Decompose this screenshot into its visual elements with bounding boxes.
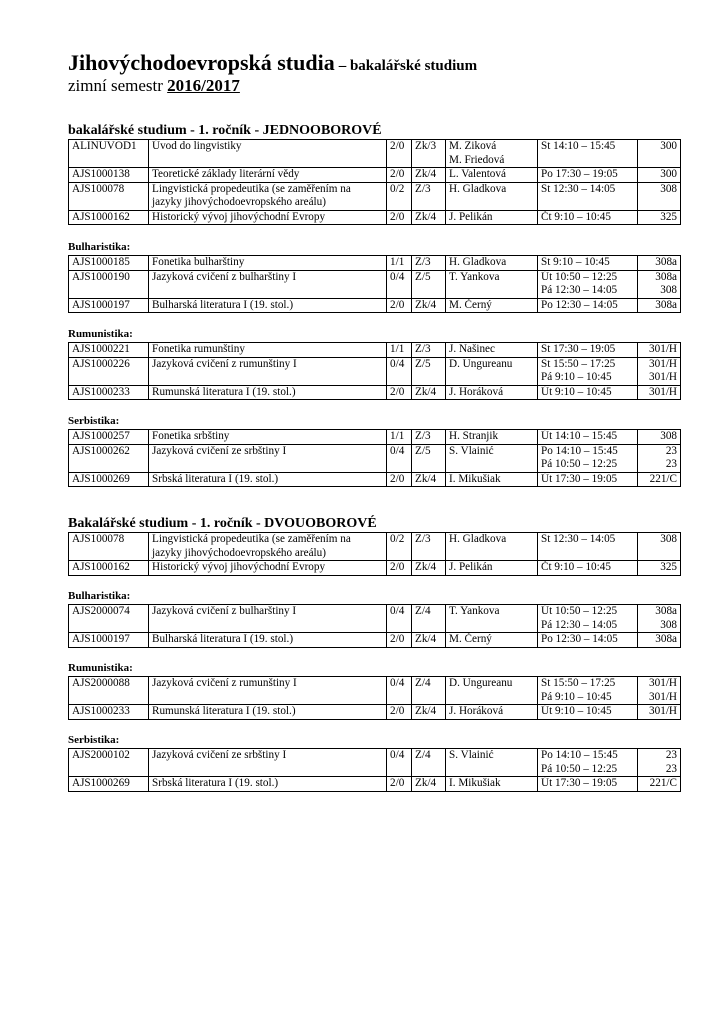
cell-line: 300 [660,140,677,152]
table-row [69,343,681,358]
cell-line: 308 [660,182,677,195]
course-name [149,777,387,792]
course-teacher [446,472,538,487]
course-credits: Z/3 [412,256,446,271]
cell-line: J. Horáková [449,705,504,717]
cell-line: H. Stranjik [449,430,499,442]
course-room [638,182,681,210]
course-teacher [446,777,538,792]
cell-line: Historický vývoj jihovýchodní Evropy [152,210,326,223]
course-time [538,168,638,183]
course-room [638,472,681,487]
table-row [69,270,681,298]
table-row [69,777,681,792]
course-credits: Z/5 [412,444,446,472]
course-name [149,168,387,183]
cell-line: St 14:10 – 15:45 [541,140,616,152]
course-teacher [446,444,538,472]
course-time [538,298,638,313]
cell-line: 325 [660,210,677,223]
course-time [538,777,638,792]
cell-line: Čt 9:10 – 10:45 [541,561,611,573]
table-row [69,430,681,445]
course-time [538,561,638,576]
course-code: AJS1000162 [69,561,149,576]
course-time [538,357,638,385]
course-teacher [446,168,538,183]
course-table [68,342,681,400]
table-row [69,168,681,183]
course-credits: Zk/4 [412,210,446,225]
cell-line: 325 [660,561,677,573]
table-row [69,385,681,400]
cell-line: H. Gladkova [449,256,507,268]
course-teacher [446,357,538,385]
cell-line: Úvod do lingvistiky [152,140,242,152]
cell-line: I. Mikušiak [449,777,501,789]
table-row [69,182,681,210]
course-room [638,256,681,271]
course-room [638,140,681,168]
course-name [149,749,387,777]
course-name [149,677,387,705]
cell-line: J. Pelikán [449,210,493,223]
course-room [638,533,681,561]
group-label: Bulharistika: [68,590,131,602]
table-row [69,561,681,576]
cell-line: Teoretické základy literární vědy [152,168,300,180]
cell-line: D. Ungureanu [449,357,513,370]
title-block [68,50,477,96]
course-credits: Z/3 [412,533,446,561]
cell-line: T. Yankova [449,605,500,617]
course-time [538,749,638,777]
course-room [638,444,681,472]
course-hours: 2/0 [387,472,412,487]
course-name [149,472,387,487]
cell-line: Jazyková cvičení z bulharštiny I [152,605,297,617]
cell-line: M. Friedová [449,153,505,166]
course-teacher [446,561,538,576]
course-code: AJS1000197 [69,298,149,313]
course-room [638,168,681,183]
course-name [149,210,387,225]
course-credits: Z/4 [412,677,446,705]
course-room [638,298,681,313]
cell-line: Út 17:30 – 19:05 [541,777,618,789]
semester-label: zimní semestr [68,76,163,95]
course-time [538,256,638,271]
course-code: AJS1000257 [69,430,149,445]
cell-line: Pá 12:30 – 14:05 [541,284,618,296]
course-hours: 0/2 [387,533,412,561]
course-code: AJS1000185 [69,256,149,271]
cell-line: 308 [660,430,677,442]
course-name [149,140,387,168]
course-table [68,429,681,487]
cell-line: St 12:30 – 14:05 [541,533,616,545]
course-table [68,748,681,792]
course-teacher [446,140,538,168]
cell-line: M. Černý [449,298,492,311]
cell-line: 308 [660,533,677,545]
course-time [538,385,638,400]
group-label: Bulharistika: [68,241,131,253]
course-teacher [446,705,538,720]
group-label: Serbistika: [68,415,120,427]
course-credits: Zk/4 [412,168,446,183]
course-code: AJS1000262 [69,444,149,472]
cell-line: 300 [660,168,677,180]
semester-year: 2016/2017 [167,76,240,95]
course-credits: Zk/4 [412,561,446,576]
course-credits: Zk/4 [412,633,446,648]
cell-line: M. Černý [449,633,492,645]
course-room [638,385,681,400]
cell-line: 301/H [649,357,677,370]
cell-line: Lingvistická propedeutika (se zaměřením na [152,182,351,195]
course-credits: Z/3 [412,430,446,445]
table-row [69,210,681,225]
cell-line: 221/C [649,472,677,485]
cell-line: T. Yankova [449,270,500,283]
cell-line: 308a [655,605,677,617]
cell-line: Srbská literatura I (19. stol.) [152,472,279,485]
cell-line: Historický vývoj jihovýchodní Evropy [152,561,326,573]
course-time [538,677,638,705]
course-room [638,705,681,720]
course-room [638,677,681,705]
cell-line: 308 [660,618,677,631]
table-row [69,677,681,705]
course-credits: Z/5 [412,270,446,298]
cell-line: Čt 9:10 – 10:45 [541,210,611,223]
course-hours: 0/4 [387,357,412,385]
course-code: AJS1000190 [69,270,149,298]
course-time [538,533,638,561]
cell-line: 308a [655,298,677,311]
cell-line: S. Vlainić [449,749,494,761]
course-hours: 0/4 [387,444,412,472]
cell-line: 23 [665,762,677,775]
course-name [149,533,387,561]
course-time [538,605,638,633]
cell-line: Jazyková cvičení ze srbštiny I [152,444,287,457]
course-teacher [446,677,538,705]
cell-line: 308a [655,256,677,268]
course-time [538,444,638,472]
cell-line: St 12:30 – 14:05 [541,182,616,195]
cell-line: S. Vlainić [449,444,494,457]
course-name [149,343,387,358]
course-teacher [446,343,538,358]
course-name [149,444,387,472]
course-teacher [446,605,538,633]
course-credits: Z/4 [412,749,446,777]
cell-line: 23 [665,458,677,470]
table-row [69,533,681,561]
course-room [638,357,681,385]
cell-line: Pá 9:10 – 10:45 [541,690,612,703]
cell-line: Pá 12:30 – 14:05 [541,618,618,631]
table-row [69,298,681,313]
course-code: AJS1000269 [69,472,149,487]
course-time [538,430,638,445]
section-heading: bakalářské studium - 1. ročník - JEDNOOBOROVÉ [68,123,382,138]
course-table [68,532,681,576]
cell-line: 301/H [649,677,677,689]
course-name [149,270,387,298]
cell-line: Po 14:10 – 15:45 [541,749,618,761]
course-hours: 2/0 [387,705,412,720]
course-name [149,705,387,720]
cell-line: Bulharská literatura I (19. stol.) [152,633,294,645]
table-row [69,472,681,487]
cell-line: Po 12:30 – 14:05 [541,298,618,311]
table-row [69,256,681,271]
cell-line: Fonetika srbštiny [152,430,230,442]
cell-line: Út 9:10 – 10:45 [541,385,612,398]
course-teacher [446,270,538,298]
course-room [638,210,681,225]
course-name [149,357,387,385]
course-credits: Z/3 [412,343,446,358]
course-code: AJS1000233 [69,705,149,720]
cell-line: Jazyková cvičení z rumunštiny I [152,357,297,370]
course-table [68,676,681,720]
course-table [68,604,681,648]
table-row [69,140,681,168]
course-hours: 2/0 [387,210,412,225]
course-credits: Zk/4 [412,472,446,487]
section-heading: Bakalářské studium - 1. ročník - DVOUOBOROVÉ [68,516,377,531]
course-room [638,633,681,648]
course-table [68,139,681,225]
course-name [149,298,387,313]
course-credits: Zk/4 [412,705,446,720]
cell-line: St 15:50 – 17:25 [541,357,616,370]
page-title [68,50,477,76]
course-credits: Z/3 [412,182,446,210]
course-hours: 2/0 [387,633,412,648]
course-code: AJS1000138 [69,168,149,183]
cell-line: J. Pelikán [449,561,493,573]
course-name [149,182,387,210]
cell-line: jazyky jihovýchodoevropského areálu) [152,546,326,559]
course-time [538,472,638,487]
cell-line: H. Gladkova [449,533,507,545]
course-hours: 0/4 [387,605,412,633]
cell-line: 301/H [649,690,677,703]
course-credits: Z/4 [412,605,446,633]
course-hours: 0/4 [387,270,412,298]
cell-line: H. Gladkova [449,182,507,195]
title-main: Jihovýchodoevropská studia [68,50,335,75]
table-row [69,633,681,648]
course-name [149,605,387,633]
cell-line: 301/H [649,705,677,717]
course-teacher [446,210,538,225]
group-label: Serbistika: [68,734,120,746]
course-hours: 1/1 [387,256,412,271]
cell-line: Po 14:10 – 15:45 [541,444,618,457]
course-hours: 0/4 [387,749,412,777]
course-name [149,430,387,445]
course-credits: Zk/4 [412,298,446,313]
cell-line: 301/H [649,385,677,398]
semester-line [68,76,477,96]
course-table [68,255,681,313]
cell-line: Pá 9:10 – 10:45 [541,371,612,383]
course-teacher [446,533,538,561]
course-credits: Z/5 [412,357,446,385]
course-hours: 0/4 [387,677,412,705]
course-teacher [446,430,538,445]
course-teacher [446,256,538,271]
course-credits: Zk/3 [412,140,446,168]
cell-line: St 9:10 – 10:45 [541,256,610,268]
course-teacher [446,298,538,313]
course-hours: 1/1 [387,430,412,445]
course-hours: 2/0 [387,385,412,400]
course-hours: 0/2 [387,182,412,210]
course-code: AJS2000074 [69,605,149,633]
cell-line: Fonetika rumunštiny [152,343,245,355]
cell-line: Po 17:30 – 19:05 [541,168,618,180]
cell-line: J. Našinec [449,343,495,355]
course-time [538,270,638,298]
course-hours: 2/0 [387,168,412,183]
cell-line: I. Mikušiak [449,472,501,485]
table-row [69,444,681,472]
cell-line: L. Valentová [449,168,506,180]
course-teacher [446,385,538,400]
cell-line: 308a [655,633,677,645]
cell-line: Pá 10:50 – 12:25 [541,762,618,775]
course-room [638,561,681,576]
group-label: Rumunistika: [68,662,133,674]
cell-line: 23 [665,749,677,761]
cell-line: Út 10:50 – 12:25 [541,605,618,617]
course-credits: Zk/4 [412,777,446,792]
course-room [638,270,681,298]
cell-line: 308a [655,270,677,283]
cell-line: Út 9:10 – 10:45 [541,705,612,717]
table-row [69,705,681,720]
table-row [69,749,681,777]
course-time [538,140,638,168]
cell-line: Jazyková cvičení z bulharštiny I [152,270,297,283]
course-teacher [446,182,538,210]
course-name [149,256,387,271]
course-time [538,633,638,648]
table-row [69,357,681,385]
cell-line: M. Ziková [449,140,497,152]
cell-line: jazyky jihovýchodoevropského areálu) [152,196,326,208]
cell-line: Lingvistická propedeutika (se zaměřením na [152,533,351,545]
course-hours: 2/0 [387,298,412,313]
cell-line: 301/H [649,343,677,355]
cell-line: Út 10:50 – 12:25 [541,270,618,283]
title-subtitle: – bakalářské studium [338,58,478,74]
course-credits: Zk/4 [412,385,446,400]
course-code: AJS1000162 [69,210,149,225]
cell-line: D. Ungureanu [449,677,513,689]
course-hours: 2/0 [387,140,412,168]
course-time [538,210,638,225]
course-name [149,561,387,576]
course-time [538,343,638,358]
course-room [638,430,681,445]
course-teacher [446,633,538,648]
cell-line: Bulharská literatura I (19. stol.) [152,298,294,311]
course-code: AJS1000197 [69,633,149,648]
course-code: AJS100078 [69,533,149,561]
course-teacher [446,749,538,777]
course-code: AJS1000269 [69,777,149,792]
course-code: AJS1000233 [69,385,149,400]
cell-line: J. Horáková [449,385,504,398]
course-code: AJS1000226 [69,357,149,385]
course-name [149,385,387,400]
cell-line: Srbská literatura I (19. stol.) [152,777,279,789]
group-label: Rumunistika: [68,328,133,340]
cell-line: 301/H [649,371,677,383]
course-code: AJS2000102 [69,749,149,777]
cell-line: Fonetika bulharštiny [152,256,245,268]
cell-line: Út 14:10 – 15:45 [541,430,618,442]
cell-line: Rumunská literatura I (19. stol.) [152,705,296,717]
course-name [149,633,387,648]
cell-line: Pá 10:50 – 12:25 [541,458,618,470]
cell-line: 221/C [649,777,677,789]
cell-line: Rumunská literatura I (19. stol.) [152,385,296,398]
course-code: ALINUVOD1 [69,140,149,168]
course-code: AJS1000221 [69,343,149,358]
cell-line: 23 [665,444,677,457]
cell-line: Po 12:30 – 14:05 [541,633,618,645]
cell-line: 308 [660,284,677,296]
cell-line: Jazyková cvičení z rumunštiny I [152,677,297,689]
cell-line: St 15:50 – 17:25 [541,677,616,689]
course-time [538,182,638,210]
course-room [638,777,681,792]
course-code: AJS100078 [69,182,149,210]
course-time [538,705,638,720]
cell-line: Jazyková cvičení ze srbštiny I [152,749,287,761]
course-room [638,605,681,633]
cell-line: Út 17:30 – 19:05 [541,472,618,485]
table-row [69,605,681,633]
course-room [638,343,681,358]
course-hours: 1/1 [387,343,412,358]
course-hours: 2/0 [387,777,412,792]
course-room [638,749,681,777]
course-hours: 2/0 [387,561,412,576]
cell-line: St 17:30 – 19:05 [541,343,616,355]
course-code: AJS2000088 [69,677,149,705]
